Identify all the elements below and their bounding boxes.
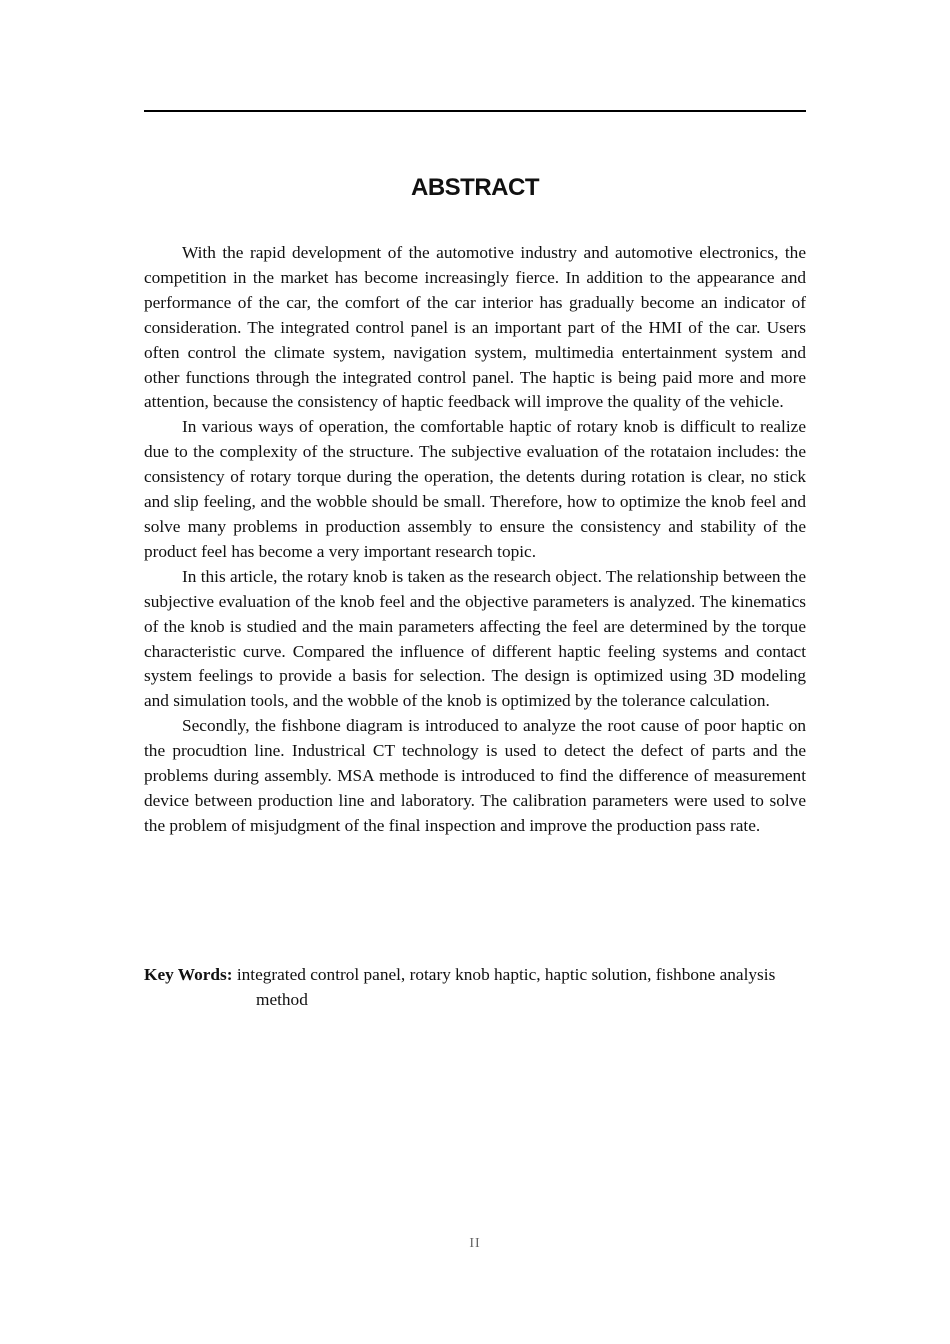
paragraph-3: In this article, the rotary knob is taken as the research object. The relationship between the subjective evaluation of the knob feel and the objective parameters is analyzed. The kinematics of the knob is studied and the main parameters affecting the feel are determined by the torque characteristic curve. Compared the influence of different haptic feeling systems and contact system feelings to provide a basis for selection. The design is optimized using 3D modeling and simulation tools, and the wobble of the knob is optimized by the tolerance calculation. [144,566,806,711]
keywords-label: Key Words: [144,965,233,984]
paragraph-2: In various ways of operation, the comfortable haptic of rotary knob is difficult to realize due to the complexity of the structure. The subjective evaluation of the rotataion includes: the consistency of rotary torque during the operation, the detents during rotation is clear, no stick and slip feeling, and the wobble should be small. Therefore, how to optimize the knob feel and solve many problems in production assembly to ensure the consistency and stability of the product feel has become a very important research topic. [144,417,806,561]
paragraph-4: Secondly, the fishbone diagram is introduced to analyze the root cause of poor haptic on the procudtion line. Industrical CT technology is used to detect the defect of parts and the problems during assembly. MSA methode is introduced to find the difference of measurement device between production line and laboratory. The calibration parameters were used to solve the problem of misjudgment of the final inspection and improve the production pass rate. [144,716,806,835]
keywords-text: integrated control panel, rotary knob haptic, haptic solution, fishbone analysis method [236,965,776,1009]
header-rule [144,110,806,112]
abstract-body [144,241,806,839]
keywords [144,963,806,1013]
page-number: II [469,1236,481,1251]
abstract-title: ABSTRACT [411,174,539,201]
paragraph-1: With the rapid development of the automotive industry and automotive electronics, the competition in the market has become increasingly fierce. In addition to the appearance and performance of the car, the comfort of the car interior has gradually become an indicator of consideration. The integrated control panel is an important part of the HMI of the car. Users often control the climate system, navigation system, multimedia entertainment system and other functions through the integrated control panel. The haptic is being paid more and more attention, because the consistency of haptic feedback will improve the quality of the vehicle. [144,243,806,412]
